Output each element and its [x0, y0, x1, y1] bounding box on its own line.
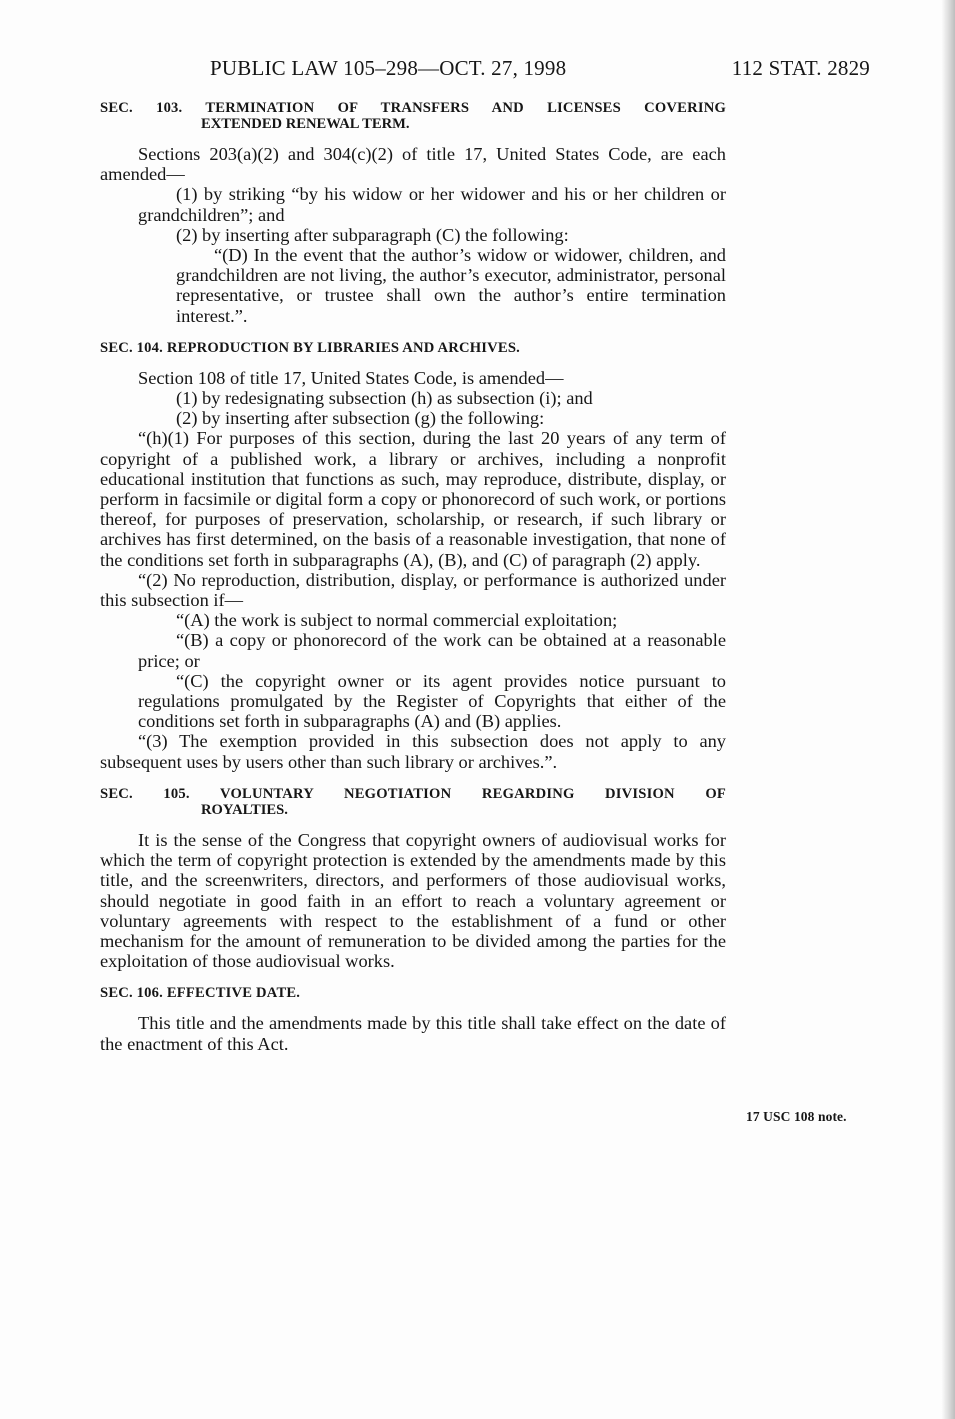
text-column	[100, 100, 726, 1054]
section-106-heading: SEC. 106. EFFECTIVE DATE.	[100, 985, 301, 1002]
section-104-paragraph-h1: “(h)(1) For purposes of this section, during the last 20 years of any term of copyright of a published work, a library or archives, including a nonprofit educational institution that functions as such, may reproduce, distribute, display, or perform in facsimile or digital form a copy or phonorecord of such work, or portions thereof, for purposes of preservation, scholarship, or research, if such library or archives has first determined, on the basis of a reasonable investigation, that none of the conditions set forth in subparagraphs (A), (B), and (C) of paragraph (2) apply.	[100, 428, 726, 570]
section-103-item-2: (2) by inserting after subparagraph (C) the following:	[176, 224, 569, 245]
section-105-heading-line2: ROYALTIES.	[201, 801, 288, 818]
section-103-item-1: (1) by striking “by his widow or her widower and his or her children or grandchildren”; and	[138, 184, 726, 225]
section-104-paragraph-3: “(3) The exemption provided in this subsection does not apply to any subsequent uses by users other than such library or archives.”.	[100, 731, 726, 772]
section-104-paragraph-2: “(2) No reproduction, distribution, display, or performance is authorized under this subsection if—	[100, 569, 726, 611]
section-104-subparagraph-c: “(C) the copyright owner or its agent provides notice pursuant to regulations promulgated by the Register of Copyrights that either of the conditions set forth in subparagraphs (A) and (B) applies.	[138, 670, 726, 732]
page-edge-shadow	[941, 0, 955, 1419]
section-106-body: This title and the amendments made by this title shall take effect on the date of the enactment of this Act.	[100, 1013, 726, 1054]
section-104-subparagraph-b: “(B) a copy or phonorecord of the work can be obtained at a reasonable price; or	[138, 630, 726, 671]
section-103-heading-line2: EXTENDED RENEWAL TERM.	[201, 116, 410, 132]
section-104-item-2: (2) by inserting after subsection (g) the following:	[176, 408, 545, 429]
section-104-intro: Section 108 of title 17, United States Code, is amended—	[138, 367, 564, 388]
section-105-body: It is the sense of the Congress that copyright owners of audiovisual works for which the term of copyright protection is extended by the amendments made by this title, and the screenwriters, directors, and performers of those audiovisual works, should negotiate in good faith in an effort to reach a voluntary agreement or voluntary agreements with respect to the establishment of a fund or other mechanism for the amount of remuneration to be divided among the parties for the exploitation of those audiovisual works.	[100, 829, 726, 972]
law-title: PUBLIC LAW 105–298—OCT. 27, 1998	[210, 56, 567, 80]
section-104-heading: SEC. 104. REPRODUCTION BY LIBRARIES AND ARCHIVES.	[100, 339, 520, 356]
section-105-heading-line1: SEC. 105. VOLUNTARY NEGOTIATION REGARDING DIVISION OF	[100, 785, 726, 802]
margin-note-usc: 17 USC 108 note.	[746, 1109, 847, 1124]
section-103-heading-line1: SEC. 103. TERMINATION OF TRANSFERS AND LICENSES COVERING	[100, 100, 726, 116]
section-103-intro: Sections 203(a)(2) and 304(c)(2) of title 17, United States Code, are each amended—	[100, 144, 726, 185]
statute-citation: 112 STAT. 2829	[731, 56, 870, 80]
section-103-quoted-text: “(D) In the event that the author’s widow or widower, children, and grandchildren are not living, the author’s executor, administrator, personal representative, or trustee shall own the author’s entire termination interest.”.	[176, 245, 726, 326]
section-104-subparagraph-a: “(A) the work is subject to normal commercial exploitation;	[176, 610, 618, 631]
running-header	[210, 56, 870, 84]
section-104-item-1: (1) by redesignating subsection (h) as subsection (i); and	[176, 388, 593, 409]
